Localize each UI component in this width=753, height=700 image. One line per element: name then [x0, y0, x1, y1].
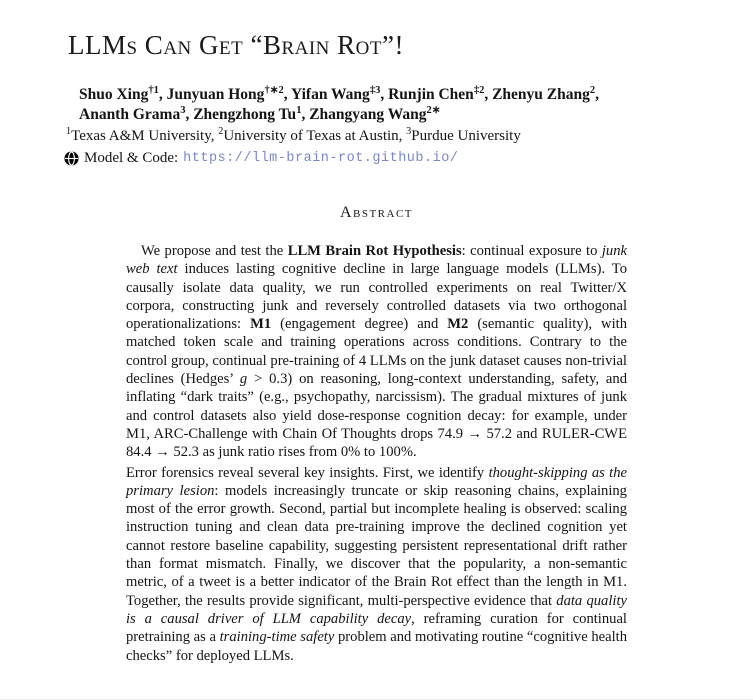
abstract-paragraph-2: Error forensics reveal several key insights. First, we identify thought-skipping as the primary lesion: models increasingly truncate or skip reasoning chains, explaining most of the error growth. Second, partial but incomplete healing is observed: scaling instruction tuning and clean data pre-training improve the declined cognition yet cannot restore baseline capability, suggesting persistent representational drift rather than format mismatch. Finally, we discover that the popularity, a non-semantic metric, of a tweet is a better indicator of the Brain Rot effect than the length in M1. Together, the results provide significant, multi-perspective evidence that data quality is a causal driver of LLM capability decay, reframing curation for continual pretraining as a training-time safety problem and motivating routine “cognitive health checks” for deployed LLMs. — [126, 464, 627, 664]
author-line-2: Ananth Grama$^3$, Zhengzhong Tu$^1$, Zhangyang Wang$^{2∗}$ — [79, 104, 441, 123]
resource-label: Model & Code: — [84, 150, 179, 166]
author-line-1: Shuo Xing$^{\dagger 1}$, Junyuan Hong$^{\dagger∗2}$, Yifan Wang$^{\ddagger 3}$, Runjin Chen$^{\ddagger 2}$, Zhenyu Zhang$^2$, — [79, 84, 600, 103]
paper-title: LLMs Can Get “Brain Rot”! — [68, 30, 404, 60]
affiliation-line: $^1$Texas A&M University, $^2$University of Texas at Austin, $^3$Purdue University — [66, 126, 521, 144]
abstract-heading: Abstract — [339, 204, 414, 221]
globe-icon — [64, 151, 79, 166]
resource-line — [64, 149, 753, 168]
project-link[interactable]: https://llm-brain-rot.github.io/ — [183, 151, 459, 166]
author-block — [79, 85, 699, 125]
abstract-paragraph-1: We propose and test the LLM Brain Rot Hypothesis: continual exposure to junk web text induces lasting cognitive decline in large language models (LLMs). To causally isolate data quality, we run controlled experiments on real Twitter/X corpora, constructing junk and reversely controlled datasets via two orthogonal operationalizations: M1 (engagement degree) and M2 (semantic quality), with matched token scale and training operations across conditions. Contrary to the control group, continual pre-training of 4 LLMs on the junk dataset causes non-trivial declines (Hedges’ g > 0.3) on reasoning, long-context understanding, safety, and inflating “dark traits” (e.g., psychopathy, narcissism). The gradual mixtures of junk and control datasets also yield dose-response cognition decay: for example, under M1, ARC-Challenge with Chain Of Thoughts drops 74.9 → 57.2 and RULER-CWE 84.4 → 52.3 as junk ratio rises from 0% to 100%. — [126, 243, 627, 461]
abstract-body — [126, 242, 627, 665]
